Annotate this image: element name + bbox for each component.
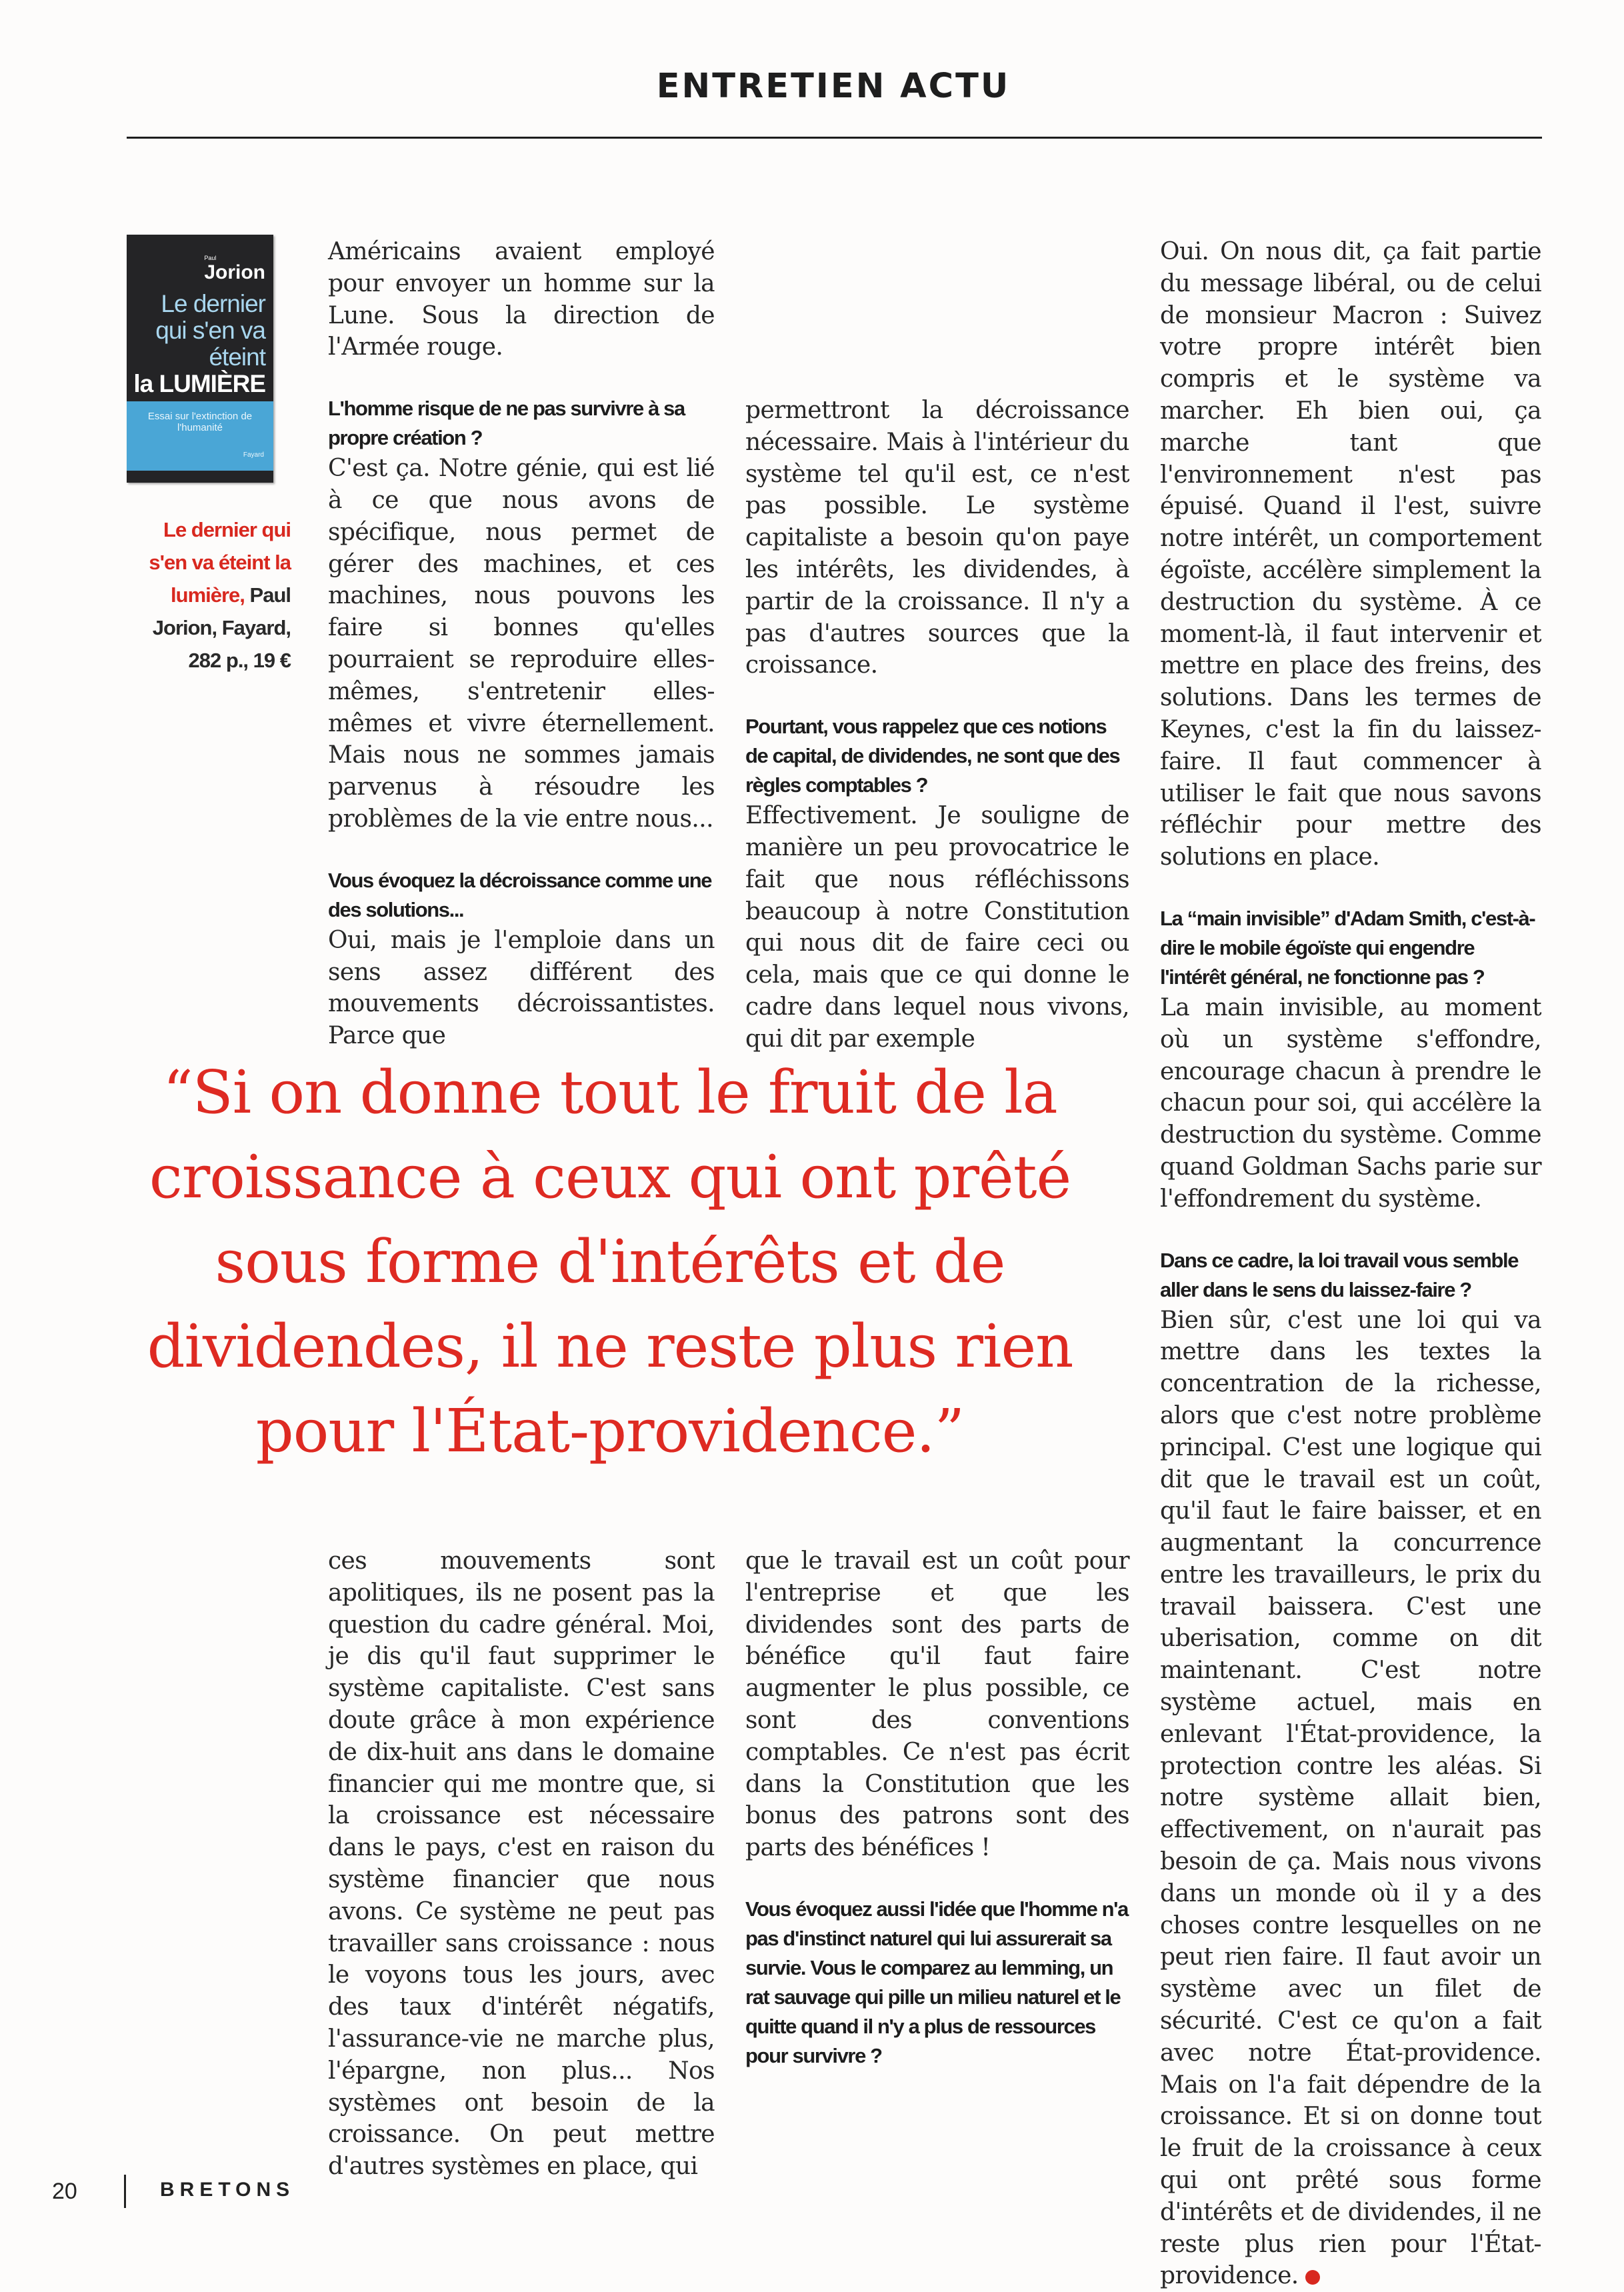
- book-cover: [127, 235, 273, 483]
- interview-question: Vous évoquez aussi l'idée que l'homme n'a pas d'instinct naturel qui lui assurerait sa survie. Vous le comparez au lemming, un rat sauvage qui pille un milieu naturel et le quitte quand il n'y a plus de ressources pour survivre ?: [745, 1897, 1128, 2067]
- page-number: 20: [52, 2179, 77, 2204]
- section-title: ENTRETIEN ACTU: [656, 67, 1011, 106]
- column-4: [1160, 236, 1541, 2292]
- pull-quote: [100, 1050, 1120, 1473]
- interview-question: Vous évoquez la décroissance comme une des solutions...: [328, 868, 712, 921]
- interview-answer: C'est ça. Notre génie, qui est lié à ce que nous avons de spécifique, nous permet de gérer des machines, et ces machines, nous pouvons les faire si bonnes qu'elles pourraient se reproduire elles-mêmes, s'entretenir elles-mêmes et vivre éternellement. Mais nous ne sommes jamais parvenus à résoudre les problèmes de la vie entre nous...: [328, 455, 715, 833]
- interview-answer: Effectivement. Je souligne de manière un peu provocatrice le fait que nous réfléchissons beaucoup à notre Constitution qui nous dit de faire ceci ou cela, mais que ce qui donne le cadre dans lequel nous vivons, qui dit par exemple: [745, 802, 1129, 1053]
- book-caption: [124, 513, 291, 677]
- header-rule: [127, 137, 1542, 139]
- column-3-top: [745, 395, 1129, 1055]
- pull-quote-line: croissance à ceux qui ont prêté: [149, 1142, 1071, 1211]
- caption-details: Paul Jorion, Fayard, 282 p., 19 €: [152, 583, 291, 672]
- interview-answer: La main invisible, au moment où un système s'effondre, encourage chacun à prendre le chacun pour soi, qui accélère la destruction du système. Comme quand Goldman Sachs parie sur l'effondrement du système.: [1160, 993, 1541, 1213]
- interview-question: Dans ce cadre, la loi travail vous semble aller dans le sens du laissez-faire ?: [1160, 1248, 1519, 1301]
- pull-quote-line: sous forme d'intérêts et de: [215, 1227, 1005, 1296]
- interview-answer: ces mouvements sont apolitiques, ils ne posent pas la question du cadre général. Moi, je dis qu'il faut supprimer le système capitaliste. C'est sans doute grâce à mon expérience de dix-huit ans dans le domaine financier qui me montre que, si la croissance est nécessaire dans le pays, c'est en raison du système financier que nous avons. Ce système ne peut pas travailler sans croissance : nous le voyons tous les jours, avec des taux d'intérêt négatifs, l'assurance-vie ne marche plus, l'épargne, non plus... Nos systèmes ont besoin de la croissance. On peut mettre d'autres systèmes en place, qui: [328, 1547, 715, 2181]
- book-title: Le dernier qui s'en va éteint la LUMIÈRE: [133, 290, 265, 397]
- column-3-bottom: [745, 1545, 1129, 2071]
- book-subtitle-band: Essai sur l'extinction de l'humanité Fayard: [127, 401, 273, 471]
- pull-quote-line: dividendes, il ne reste plus rien: [147, 1311, 1073, 1381]
- interview-question: Pourtant, vous rappelez que ces notions de capital, de dividendes, ne sont que des règles comptables ?: [745, 715, 1120, 797]
- interview-answer: Américains avaient employé pour envoyer un homme sur la Lune. Sous la direction de l'Armée rouge.: [328, 238, 715, 361]
- end-marker-icon: [1305, 2270, 1320, 2285]
- pull-quote-line: pour l'État-providence.”: [255, 1396, 965, 1465]
- interview-answer: que le travail est un coût pour l'entreprise et que les dividendes sont des parts de bénéfice qu'il faut faire augmenter le plus possible, ce sont des conventions comptables. Ce n'est pas écrit dans la Constitution que les bonus des patrons sont des parts des bénéfices !: [745, 1547, 1129, 1862]
- interview-answer: Bien sûr, c'est une loi qui va mettre dans les textes la concentration de la richesse, alors que c'est notre problème principal. C'est une logique qui dit que le travail est un coût, qu'il faut le faire baisser, et en augmentant la concurrence entre les travailleurs, le prix du travail baissera. C'est une uberisation, comme on dit maintenant. C'est notre système actuel, mais en enlevant l'État-providence, la protection contre les aléas. Si notre système allait bien, effectivement, on n'aurait pas besoin de ça. Mais nous vivons dans un monde où il y a des choses contre lesquelles on ne peut rien faire. Il faut avoir un système avec un filet de sécurité. C'est ce qu'on a fait avec notre État-providence. Mais on l'a fait dépendre de la croissance. Et si on donne tout le fruit de la croissance à ceux qui ont prêté sous forme d'intérêts et de dividendes, il ne reste plus rien pour l'État-providence.: [1160, 1306, 1541, 2290]
- interview-answer: Oui, mais je l'emploie dans un sens assez différent des mouvements décroissantistes. Parce que: [328, 926, 715, 1050]
- interview-answer: permettront la décroissance nécessaire. Mais à l'intérieur du système tel qu'il est, ce n'est pas possible. Le système capitaliste a besoin qu'on paye les intérêts, les dividendes, à partir de la croissance. Il n'y a pas d'autres sources que la croissance.: [745, 397, 1129, 679]
- footer-divider: [124, 2175, 126, 2208]
- caption-title: Le dernier qui s'en va éteint la lumière,: [149, 518, 291, 607]
- column-2-bottom: [328, 1545, 715, 2183]
- interview-question: La “main invisible” d'Adam Smith, c'est-à-dire le mobile égoïste qui engendre l'intérêt général, ne fonctionne pas ?: [1160, 906, 1535, 989]
- interview-question: L'homme risque de ne pas survivre à sa propre création ?: [328, 397, 685, 450]
- interview-answer: Oui. On nous dit, ça fait partie du message libéral, ou de celui de monsieur Macron : Suivez votre propre intérêt bien compris et le système va marcher. Eh bien oui, ça marche tant que l'environnement n'est pas épuisé. Quand il l'est, suivre notre intérêt, un comportement égoïste, accélère simplement la destruction du système. À ce moment-là, il faut intervenir et mettre en place des freins, des solutions. Dans les termes de Keynes, c'est la fin du laissez-faire. Il faut commencer à utiliser le fait que nous savons réfléchir pour mettre des solutions en place.: [1160, 238, 1541, 871]
- column-2-top: [328, 236, 715, 1052]
- pull-quote-line: “Si on donne tout le fruit de la: [163, 1057, 1057, 1127]
- magazine-name: BRETONS: [160, 2179, 295, 2201]
- book-author: Paul Jorion: [204, 255, 265, 283]
